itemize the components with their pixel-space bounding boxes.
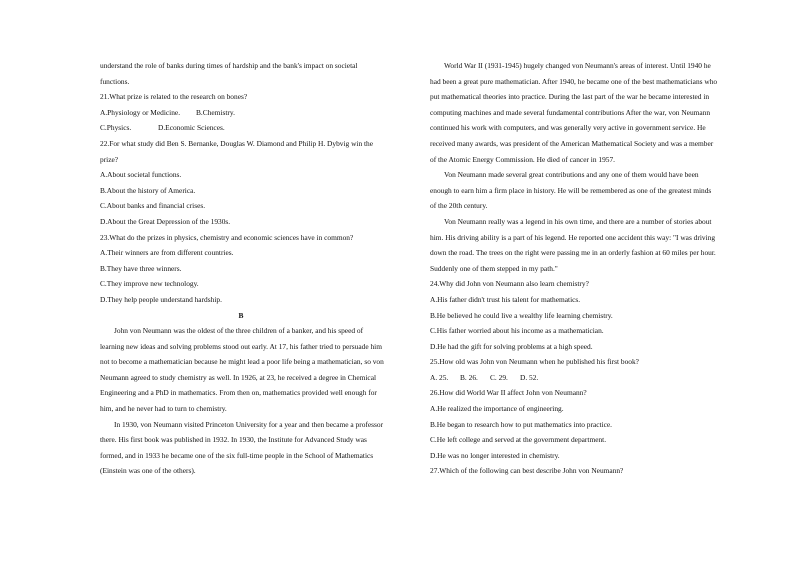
paragraph-line: of the 20th century. — [430, 201, 488, 211]
right-column — [430, 58, 742, 479]
paragraph-line: World War II (1931-1945) hugely changed von Neumann's areas of interest. Until 1940 he — [444, 61, 711, 70]
option-d: D.They help people understand hardship. — [100, 294, 222, 304]
left-column — [100, 58, 382, 479]
option-a: A.About societal functions. — [100, 170, 182, 180]
option-b: B.They have three winners. — [100, 263, 182, 273]
paragraph-line: of the Atomic Energy Commission. He died of cancer in 1957. — [430, 154, 616, 164]
question-27: 27.Which of the following can best describe John von Neumann? — [430, 466, 624, 476]
option-b: B.Chemistry. — [196, 107, 235, 117]
question-24: 24.Why did John von Neumann also learn chemistry? — [430, 279, 589, 289]
paragraph-line: formed, and in 1933 he became one of the six full-time people in the School of Mathematics — [100, 450, 374, 460]
paragraph-line: Von Neumann really was a legend in his own time, and there are a number of stories about — [444, 216, 712, 226]
option-d: D.He had the gift for solving problems at a high speed. — [430, 341, 593, 351]
option-b: B.He believed he could live a wealthy life learning chemistry. — [430, 310, 613, 320]
option-d: D.He was no longer interested in chemistry. — [430, 450, 560, 460]
text-line: functions. — [100, 76, 130, 86]
paragraph-line: Engineering and a PhD in mathematics. From then on, mathematics provided well enough for — [100, 388, 377, 398]
question-23: 23.What do the prizes in physics, chemistry and economic sciences have in common? — [100, 232, 354, 242]
paragraph-line: continued his work with computers, and was generally very active in government service. He — [430, 123, 706, 133]
options-row — [100, 120, 382, 136]
paragraph-line: Suddenly one of them stepped in my path." — [430, 263, 558, 273]
question-22: 22.For what study did Ben S. Bernanke, Douglas W. Diamond and Philip H. Dybvig win the — [100, 138, 374, 148]
option-a: A.Their winners are from different countries. — [100, 248, 234, 258]
paragraph-line: had been a great pure mathematician. After 1940, he became one of the best mathematicians who — [430, 76, 718, 86]
question-25: 25.How old was John von Neumann when he published his first book? — [430, 357, 639, 367]
paragraph-line: John von Neumann was the oldest of the three children of a banker, and his speed of — [114, 326, 364, 336]
option-a: A.His father didn't trust his talent for mathematics. — [430, 294, 581, 304]
paragraph-line: there. His first book was published in 1932. In 1930, the Institute for Advanced Study was — [100, 435, 367, 445]
paragraph-line: enough to earn him a firm place in history. He will be remembered as one of the greatest minds — [430, 185, 712, 195]
question-21: 21.What prize is related to the research on bones? — [100, 92, 248, 102]
option-b: B.About the history of America. — [100, 185, 196, 195]
paragraph-line: Von Neumann made several great contributions and any one of them would have been — [444, 170, 699, 180]
option-c: C.About banks and financial crises. — [100, 201, 206, 211]
paragraph-line: learning new ideas and solving problems stood out early. At 17, his father tried to persuade him — [100, 341, 382, 351]
option-c: C.His father worried about his income as a mathematician. — [430, 326, 604, 336]
question-22-cont: prize? — [100, 154, 119, 164]
paragraph-line: received many awards, was president of the American Mathematical Society and was a member — [430, 138, 714, 148]
option-b: B. 26. — [460, 372, 478, 382]
paragraph-line: not to become a mathematician because he might lead a poor life being a mathematician, so von — [100, 357, 384, 367]
option-a: A.Physiology or Medicine. — [100, 107, 181, 117]
section-label: B — [238, 310, 244, 320]
option-c: C.Physics. — [100, 123, 132, 133]
paragraph-line: Neumann agreed to study chemistry as well. In 1926, at 23, he received a degree in Chemical — [100, 372, 377, 382]
option-c: C.They improve new technology. — [100, 279, 199, 289]
paragraph-line: computing machines and made several fundamental contributions After the war, von Neumann — [430, 107, 711, 117]
option-c: C.He left college and served at the government department. — [430, 435, 607, 445]
option-b: B.He began to research how to put mathematics into practice. — [430, 419, 613, 429]
paragraph-line: him. His driving ability is a part of his legend. He reported one accident this way: "I was driving — [430, 232, 716, 242]
option-c: C. 29. — [490, 372, 508, 382]
option-d: D. 52. — [520, 372, 539, 382]
option-d: D.About the Great Depression of the 1930s. — [100, 216, 231, 226]
option-d: D.Economic Sciences. — [158, 123, 225, 133]
text-line: understand the role of banks during times of hardship and the bank's impact on societal — [100, 61, 358, 70]
paragraph-line: him, and he never had to turn to chemistry. — [100, 404, 227, 414]
paragraph-line: put mathematical theories into practice. During the last part of the war he became interested in — [430, 92, 710, 102]
options-row — [100, 105, 382, 121]
question-26: 26.How did World War II affect John von Neumann? — [430, 388, 587, 398]
option-a: A.He realized the importance of engineering. — [430, 404, 564, 414]
paragraph-line: (Einstein was one of the others). — [100, 466, 196, 476]
paragraph-line: down the road. The trees on the right were passing me in an orderly fashion at 60 miles per hour. — [430, 248, 716, 258]
option-a: A. 25. — [430, 372, 449, 382]
paragraph-line: In 1930, von Neumann visited Princeton University for a year and then became a professor — [114, 419, 384, 429]
options-row — [430, 370, 742, 386]
